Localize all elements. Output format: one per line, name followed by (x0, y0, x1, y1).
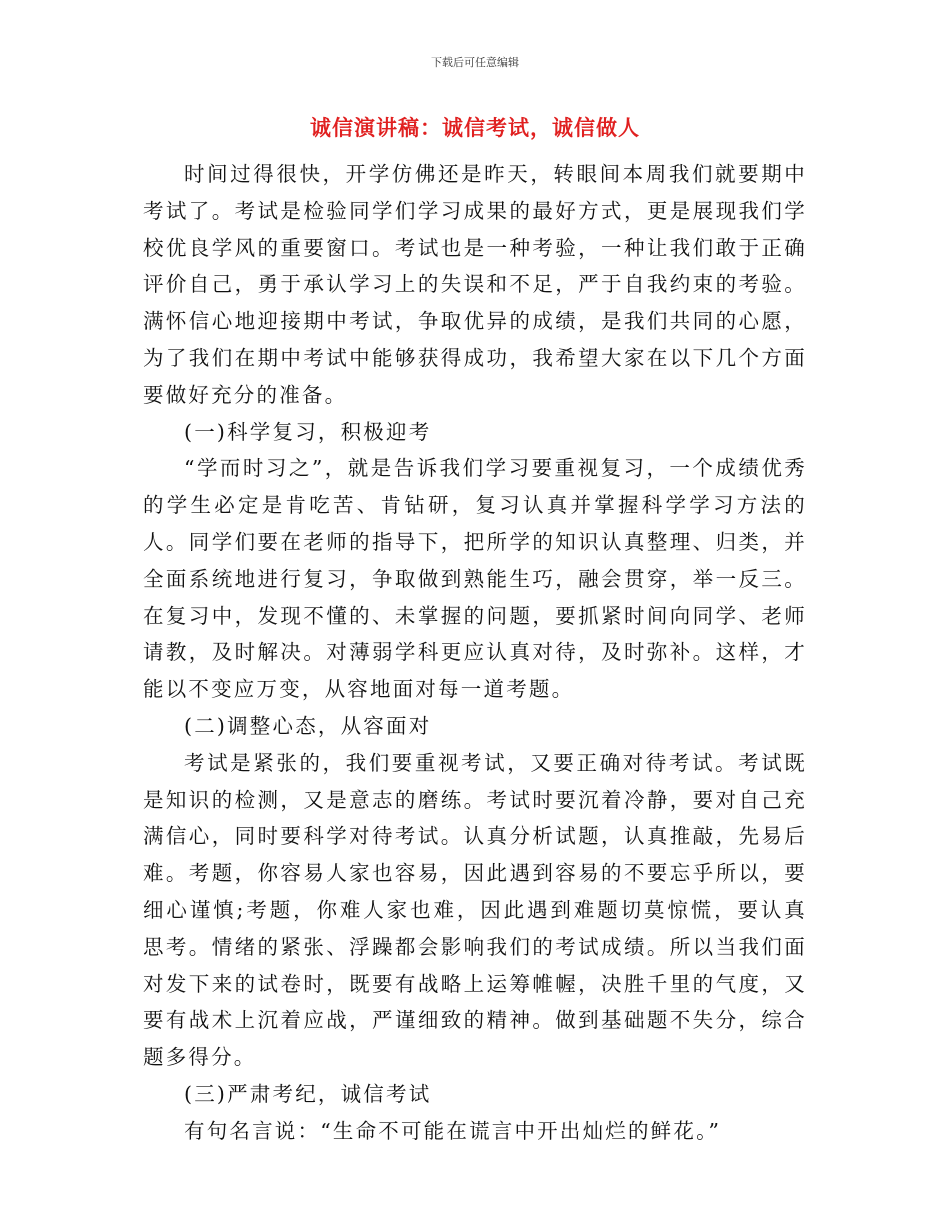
header-note: 下载后可任意编辑 (431, 56, 519, 69)
document-body (143, 156, 807, 1150)
section-1-paragraph: “学而时习之”，就是告诉我们学习要重视复习，一个成绩优秀的学生必定是肯吃苦、肯钻研，复习认真并掌握科学学习方法的人。同学们要在老师的指导下，把所学的知识认真整理、归类，并全面系统地进行复习，争取做到熟能生巧，融会贯穿，举一反三。在复习中，发现不懂的、未掌握的问题，要抓紧时间向同学、老师请教，及时解决。对薄弱学科更应认真对待，及时弥补。这样，才能以不变应万变，从容地面对每一道考题。 (143, 456, 807, 702)
section-2-paragraph: 考试是紧张的，我们要重视考试，又要正确对待考试。考试既是知识的检测，又是意志的磨练。考试时要沉着冷静，要对自己充满信心，同时要科学对待考试。认真分析试题，认真推敲，先易后难。考题，你容易人家也容易，因此遇到容易的不要忘乎所以，要细心谨慎;考题，你难人家也难，因此遇到难题切莫惊慌，要认真思考。情绪的紧张、浮躁都会影响我们的考试成绩。所以当我们面对发下来的试卷时，既要有战略上运筹帷幄，决胜千里的气度，又要有战术上沉着应战，严谨细致的精神。做到基础题不失分，综合题多得分。 (143, 750, 807, 1070)
intro-paragraph: 时间过得很快，开学仿佛还是昨天，转眼间本周我们就要期中考试了。考试是检验同学们学习成果的最好方式，更是展现我们学校优良学风的重要窗口。考试也是一种考验，一种让我们敢于正确评价自己，勇于承认学习上的失误和不足，严于自我约束的考验。满怀信心地迎接期中考试，争取优异的成绩，是我们共同的心愿，为了我们在期中考试中能够获得成功，我希望大家在以下几个方面要做好充分的准备。 (143, 162, 807, 407)
section-heading-2: (二)调整心态，从容面对 (184, 713, 432, 738)
section-3-paragraph: 有句名言说：“生命不可能在谎言中开出灿烂的鲜花。” (184, 1118, 722, 1143)
section-heading-3: (三)严肃考纪，诚信考试 (184, 1081, 432, 1106)
section-heading-1: (一)科学复习，积极迎考 (184, 419, 432, 444)
document-title: 诚信演讲稿：诚信考试，诚信做人 (310, 116, 640, 140)
